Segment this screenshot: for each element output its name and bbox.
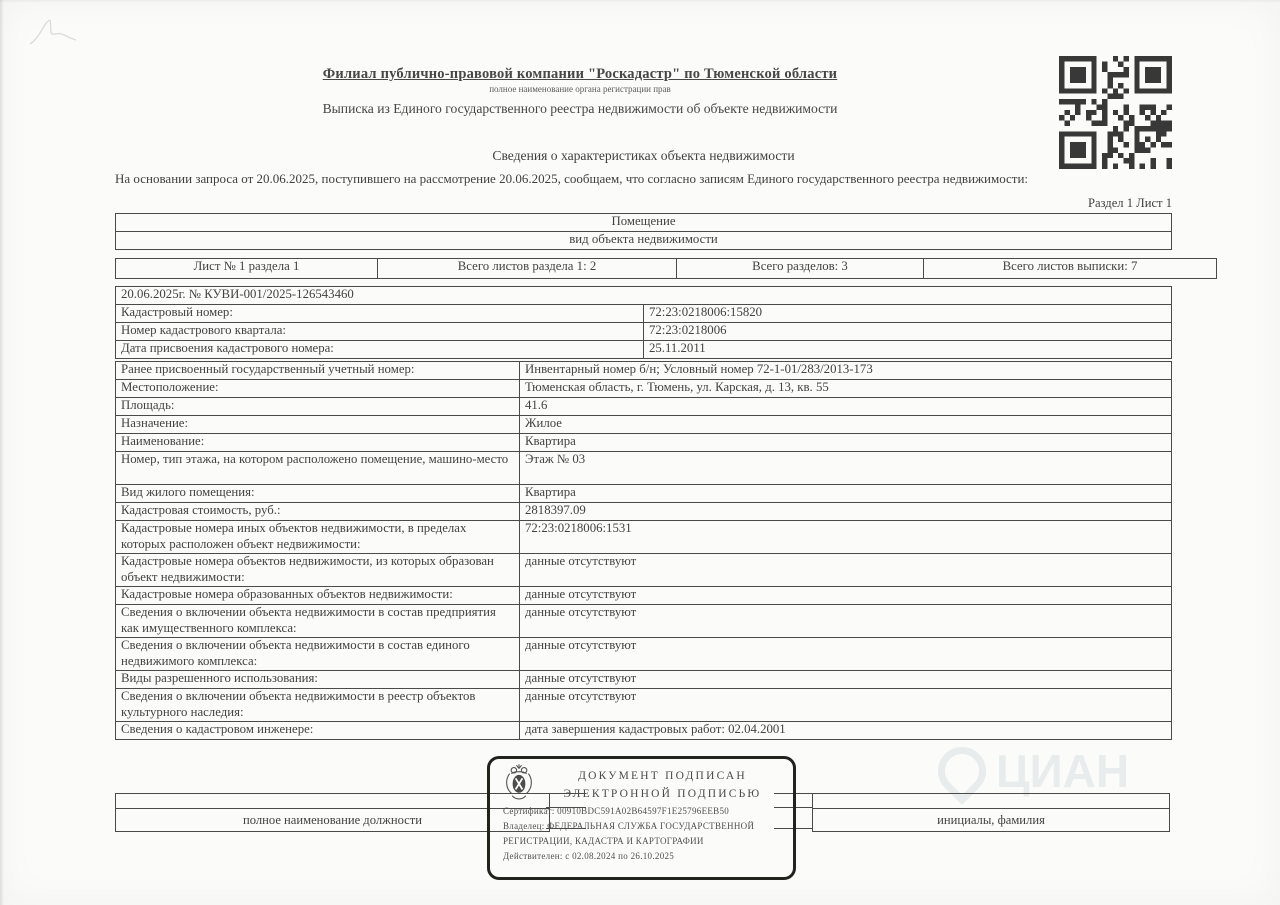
table-row: [116, 434, 1172, 452]
table-row: [116, 452, 1172, 485]
attribute-value: Инвентарный номер б/н; Условный номер 72-1-01/283/2013-173: [520, 362, 1172, 380]
signature-position-box: [115, 793, 550, 832]
signature-blank-cell: [813, 794, 1170, 809]
attribute-value: данные отсутствуют: [520, 671, 1172, 689]
attribute-value: 41.6: [520, 398, 1172, 416]
table-row: [116, 671, 1172, 689]
attribute-value: дата завершения кадастровых работ: 02.04.2001: [520, 722, 1172, 740]
position-label: полное наименование должности: [116, 809, 550, 832]
table-row: [116, 503, 1172, 521]
object-kind-table: [115, 213, 1172, 250]
section-sheet-label: Раздел 1 Лист 1: [1087, 196, 1172, 210]
table-row: [116, 259, 1217, 279]
details-table: [115, 361, 1172, 740]
stamp-owner-line1: Владелец: ФЕДЕРАЛЬНАЯ СЛУЖБА ГОСУДАРСТВЕННОЙ: [503, 821, 755, 831]
attribute-value: 25.11.2011: [644, 341, 1172, 359]
attribute-label: Номер кадастрового квартала:: [116, 323, 644, 341]
attribute-label: Кадастровый номер:: [116, 305, 644, 323]
watermark-text: ЦИАН: [996, 745, 1130, 797]
stamp-validity: Действителен: с 02.08.2024 по 26.10.2025: [503, 851, 675, 861]
table-row: [116, 689, 1172, 722]
digital-signature-stamp: [487, 756, 796, 880]
attribute-label: Сведения о включении объекта недвижимости в реестр объектов культурного наследия:: [116, 689, 520, 722]
table-row: [116, 323, 1172, 341]
signature-name-box: [812, 793, 1170, 832]
table-row: [116, 485, 1172, 503]
attribute-value: данные отсутствуют: [520, 689, 1172, 722]
table-row: [116, 305, 1172, 323]
attribute-value: данные отсутствуют: [520, 554, 1172, 587]
table-row: [116, 521, 1172, 554]
attribute-value: Жилое: [520, 416, 1172, 434]
attribute-label: Номер, тип этажа, на котором расположено помещение, машино-место: [116, 452, 520, 485]
attribute-value: Квартира: [520, 485, 1172, 503]
attribute-value: Квартира: [520, 434, 1172, 452]
attribute-value: Этаж № 03: [520, 452, 1172, 485]
table-row: [116, 809, 550, 832]
table-row: [116, 722, 1172, 740]
table-row: [813, 794, 1170, 809]
attribute-label: Кадастровые номера иных объектов недвижимости, в пределах которых расположен объект недвижимости:: [116, 521, 520, 554]
stamp-owner-line2: РЕГИСТРАЦИИ, КАДАСТРА И КАРТОГРАФИИ: [503, 836, 704, 846]
attribute-label: Кадастровые номера образованных объектов недвижимости:: [116, 587, 520, 605]
table-row: [116, 287, 1172, 305]
stamp-title-line1: ДОКУМЕНТ ПОДПИСАН: [578, 770, 747, 782]
attribute-value: Тюменская область, г. Тюмень, ул. Карская, д. 13, кв. 55: [520, 380, 1172, 398]
attribute-label: Сведения о включении объекта недвижимости в состав единого недвижимого комплекса:: [116, 638, 520, 671]
attribute-value: 2818397.09: [520, 503, 1172, 521]
attribute-label: Дата присвоения кадастрового номера:: [116, 341, 644, 359]
table-row: [813, 809, 1170, 832]
attribute-value: 72:23:0218006:15820: [644, 305, 1172, 323]
scan-edge-shadow: [0, 0, 4, 905]
scan-edge-shadow-top: [0, 0, 1280, 3]
signature-blank-cell: [116, 794, 550, 809]
attribute-value: данные отсутствуют: [520, 587, 1172, 605]
stamp-title-line2: ЭЛЕКТРОННОЙ ПОДПИСЬЮ: [563, 788, 762, 800]
attribute-value: данные отсутствуют: [520, 605, 1172, 638]
document-header: [115, 66, 1045, 117]
object-kind-caption: вид объекта недвижимости: [116, 232, 1172, 250]
table-row: [116, 554, 1172, 587]
sheet-number: Лист № 1 раздела 1: [116, 259, 378, 279]
attribute-label: Площадь:: [116, 398, 520, 416]
attribute-label: Ранее присвоенный государственный учетный номер:: [116, 362, 520, 380]
total-sheets: Всего листов выписки: 7: [924, 259, 1217, 279]
attribute-value: 72:23:0218006:1531: [520, 521, 1172, 554]
attribute-label: Наименование:: [116, 434, 520, 452]
table-row: [116, 605, 1172, 638]
request-statement: На основании запроса от 20.06.2025, поступившего на рассмотрение 20.06.2025, сообщаем, что согласно записям Единого государственного реестра недвижимости:: [115, 171, 1029, 186]
table-row: [116, 214, 1172, 232]
attribute-label: Кадастровая стоимость, руб.:: [116, 503, 520, 521]
table-row: [116, 416, 1172, 434]
table-row: [116, 398, 1172, 416]
attribute-value: данные отсутствуют: [520, 638, 1172, 671]
attribute-label: Виды разрешенного использования:: [116, 671, 520, 689]
table-row: [116, 341, 1172, 359]
rosreestr-emblem-icon: [502, 762, 536, 804]
table-row: [116, 794, 550, 809]
object-kind: Помещение: [116, 214, 1172, 232]
registration-org-caption: полное наименование органа регистрации прав: [489, 84, 671, 94]
attribute-value: 72:23:0218006: [644, 323, 1172, 341]
attribute-label: Назначение:: [116, 416, 520, 434]
table-row: [116, 380, 1172, 398]
sheets-in-section: Всего листов раздела 1: 2: [378, 259, 677, 279]
name-label: инициалы, фамилия: [813, 809, 1170, 832]
attribute-label: Местоположение:: [116, 380, 520, 398]
attribute-label: Кадастровые номера объектов недвижимости, из которых образован объект недвижимости:: [116, 554, 520, 587]
attribute-label: Сведения о включении объекта недвижимости в состав предприятия как имущественного комплекса:: [116, 605, 520, 638]
stamp-certificate: Сертификат: 00910BDC591A02B64597F1E25796EEB50: [503, 806, 730, 816]
section-title: Сведения о характеристиках объекта недвижимости: [492, 148, 795, 163]
table-row: [116, 587, 1172, 605]
cadastral-table: [115, 286, 1172, 359]
pencil-scribble: [22, 8, 92, 53]
total-sections: Всего разделов: 3: [677, 259, 924, 279]
registration-org-name: Филиал публично-правовой компании "Роскадастр" по Тюменской области: [322, 66, 838, 82]
attribute-label: Сведения о кадастровом инженере:: [116, 722, 520, 740]
table-row: [116, 638, 1172, 671]
extract-number: 20.06.2025г. № КУВИ-001/2025-126543460: [116, 287, 1172, 305]
document-title: Выписка из Единого государственного реестра недвижимости об объекте недвижимости: [322, 101, 838, 116]
sheets-info-table: [115, 258, 1217, 279]
table-row: [116, 232, 1172, 250]
attribute-label: Вид жилого помещения:: [116, 485, 520, 503]
table-row: [116, 362, 1172, 380]
